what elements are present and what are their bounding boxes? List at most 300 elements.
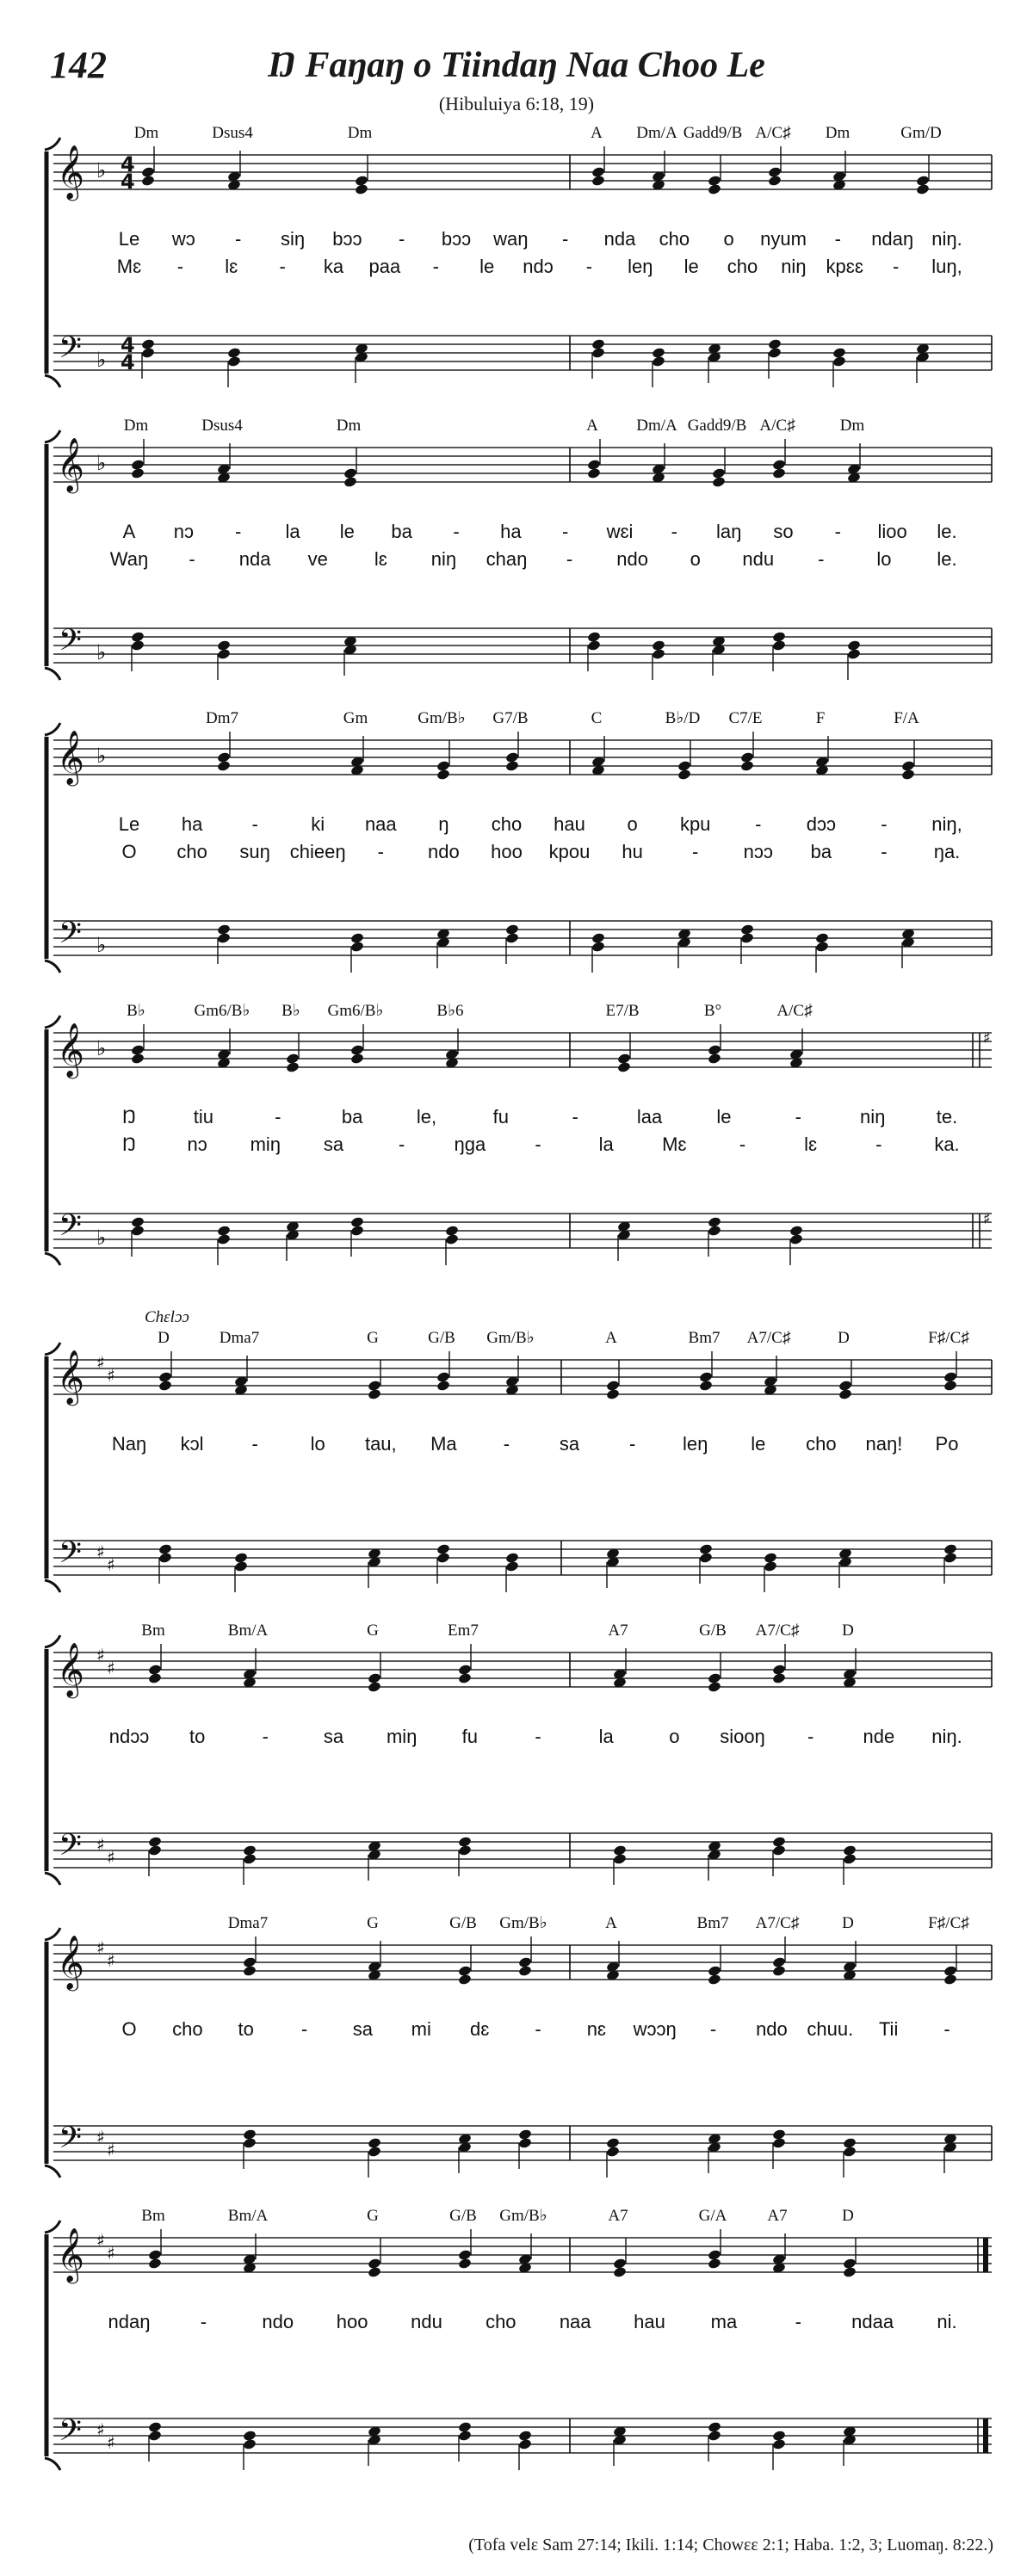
lyric-syllable: ba [341, 1106, 363, 1127]
chord-symbol: B♭ [127, 1002, 145, 1020]
lyric-syllable: - [807, 1726, 814, 1747]
notehead [148, 1844, 163, 1856]
key-change-sharp: ♯ [983, 1210, 991, 1228]
notehead [613, 1853, 628, 1865]
lyric-syllable: - [562, 521, 569, 542]
chord-symbol: F [815, 709, 826, 727]
lyric-syllable: Mɛ [116, 256, 142, 277]
bracket-hook [45, 668, 60, 680]
chord-symbol: Bm [141, 2207, 165, 2225]
lyric-syllable: bɔɔ [332, 228, 362, 250]
lyric-syllable: nɔ [187, 1134, 207, 1155]
lyric-syllable: nɔɔ [743, 841, 773, 862]
lyric-syllable: - [709, 2018, 717, 2040]
system-7 [45, 1914, 992, 2178]
notehead [617, 1061, 632, 1073]
lyric-syllable: ki [311, 813, 325, 835]
chord-symbol: Dm [336, 417, 362, 435]
lyric-syllable: - [176, 256, 184, 277]
notehead [712, 476, 727, 488]
notehead [591, 347, 606, 359]
chord-symbol: Bm/A [227, 1622, 269, 1640]
lyric-syllable: leŋ [628, 256, 653, 277]
chord-symbol: Dm [123, 417, 149, 435]
lyric-syllable: lɛ [374, 548, 387, 570]
chord-symbol: G/A [698, 2207, 727, 2225]
notehead [943, 1974, 958, 1986]
lyric-syllable: le [716, 1106, 732, 1127]
chord-symbol: A/C♯ [755, 124, 791, 142]
chord-symbol: C7/E [728, 709, 763, 727]
lyric-syllable: la [285, 521, 300, 542]
lyric-syllable: - [671, 521, 677, 542]
chord-symbol: Bm7 [696, 1914, 729, 1932]
lyric-syllable: le [479, 256, 495, 277]
lyric-syllable: to [189, 1726, 206, 1747]
chord-symbol: G [367, 1914, 379, 1932]
lyric-syllable: cho [172, 2018, 203, 2040]
lyric-syllable: ndaŋ [871, 228, 914, 250]
notehead [768, 347, 782, 359]
lyric-syllable: ndo [428, 841, 460, 862]
lyric-syllable: hoo [491, 841, 523, 862]
lyric-syllable: ndɔ [523, 256, 554, 277]
key-signature-sharp: ♯ [107, 2140, 115, 2160]
lyric-syllable: ŋga [454, 1134, 486, 1155]
notehead [148, 2258, 163, 2270]
lyric-syllable: fu [461, 1726, 479, 1747]
notehead [458, 2258, 473, 2270]
lyric-syllable: cho [176, 841, 207, 862]
notehead [243, 1965, 257, 1977]
lyric-syllable: siŋ [280, 228, 306, 250]
lyric-syllable: - [881, 813, 888, 835]
key-change-sharp: ♯ [983, 1029, 991, 1047]
lyric-syllable: nda [603, 228, 636, 250]
lyric-syllable: lɛ [225, 256, 238, 277]
notehead [708, 1974, 722, 1986]
lyric-syllable: - [875, 1134, 882, 1155]
chord-symbol: D [158, 1329, 170, 1347]
system-1 [45, 124, 992, 387]
chord-symbol: Dm/A [636, 124, 677, 142]
notehead [350, 1225, 365, 1237]
chord-symbol: Dsus4 [201, 417, 243, 435]
chord-symbol: A [591, 124, 603, 142]
chord-symbol: D [842, 2207, 854, 2225]
key-signature-sharp: ♯ [107, 2243, 115, 2264]
bass-clef: 𝄢 [59, 622, 83, 664]
system-6 [45, 1622, 992, 1885]
key-signature-sharp: ♯ [107, 1950, 115, 1971]
chord-symbol: D [842, 1914, 854, 1932]
lyric-syllable: laŋ [715, 521, 742, 542]
lyric-syllable: Po [935, 1433, 959, 1455]
notehead [243, 2438, 257, 2450]
chord-symbol: A7 [767, 2207, 788, 2225]
notehead [227, 355, 242, 368]
chord-symbol: Bm [141, 1622, 165, 1640]
hymn-subtitle: (Hibuluiya 6:18, 19) [438, 93, 595, 114]
chord-symbol: Gm/B♭ [499, 1914, 547, 1932]
lyric-syllable: o [723, 228, 734, 250]
notehead [677, 769, 692, 781]
notehead [518, 1965, 533, 1977]
lyric-syllable: lo [310, 1433, 325, 1455]
notehead [708, 1053, 722, 1065]
lyric-syllable: hau [554, 813, 585, 835]
chord-symbol: Gm/B♭ [486, 1329, 535, 1347]
lyric-syllable: la [598, 1726, 614, 1747]
lyric-syllable: ndaŋ [108, 2311, 151, 2332]
chord-symbol: Gadd9/B [687, 417, 747, 435]
bracket-hook [45, 2165, 60, 2178]
system-8 [45, 2207, 992, 2470]
lyric-syllable: naa [559, 2311, 591, 2332]
chord-symbol: Gm [343, 709, 368, 727]
system-3 [45, 709, 992, 973]
chord-symbol: G [367, 1622, 379, 1640]
key-signature-flat: ♭ [96, 744, 107, 768]
lyric-syllable: - [535, 1134, 541, 1155]
chord-symbol: Gm/B♭ [499, 2207, 547, 2225]
lyric-syllable: ŋa. [933, 841, 961, 862]
lyric-syllable: naŋ! [865, 1433, 903, 1455]
lyric-syllable: - [200, 2311, 207, 2332]
notehead [131, 1053, 145, 1065]
key-signature-sharp: ♯ [96, 1352, 105, 1373]
lyric-syllable: cho [727, 256, 758, 277]
notehead [243, 2137, 257, 2149]
lyric-syllable: hu [622, 841, 643, 862]
key-signature-sharp: ♯ [107, 1365, 115, 1386]
lyric-syllable: le [684, 256, 699, 277]
lyric-syllable: so [773, 521, 794, 542]
notehead [606, 2146, 621, 2158]
chord-symbol: A7/C♯ [755, 1914, 800, 1932]
lyric-syllable: - [235, 521, 242, 542]
lyric-syllable: fu [492, 1106, 509, 1127]
lyric-syllable: laa [636, 1106, 663, 1127]
lyric-syllable: - [251, 813, 258, 835]
key-signature-flat: ♭ [96, 1036, 107, 1060]
lyric-syllable: kpou [548, 841, 591, 862]
chord-symbol: C [591, 709, 603, 727]
bracket-hook [45, 1253, 60, 1265]
chord-symbol: Bm/A [227, 2207, 269, 2225]
notehead [740, 932, 755, 944]
key-signature-sharp: ♯ [107, 2432, 115, 2453]
chord-symbol: A7/C♯ [755, 1622, 800, 1640]
notehead [234, 1560, 249, 1572]
lyric-syllable: Ma [430, 1433, 457, 1455]
lyric-syllable: nyum [760, 228, 807, 250]
notehead [141, 347, 156, 359]
notehead [943, 1552, 958, 1564]
lyric-syllable: - [795, 2311, 801, 2332]
chord-symbol: Dm [347, 124, 373, 142]
lyric-syllable: - [432, 256, 439, 277]
lyric-syllable: bɔɔ [441, 228, 472, 250]
system-4 [45, 1002, 992, 1265]
notehead [436, 769, 451, 781]
chord-symbol: Dm [133, 124, 159, 142]
bass-clef: 𝄢 [59, 1827, 83, 1869]
chord-symbol: D [842, 1622, 854, 1640]
treble-clef: 𝄞 [57, 730, 84, 784]
chord-symbol: A [605, 1914, 617, 1932]
notehead [148, 1672, 163, 1684]
lyric-syllable: luŋ, [931, 256, 962, 277]
scripture-references: (Tofa velɛ Sam 27:14; Ikili. 1:14; Chowɛɛ 2:1; Haba. 1:2, 3; Luomaŋ. 8:22.) [468, 2536, 993, 2554]
key-signature-flat: ♭ [96, 640, 107, 664]
bracket-hook [45, 1580, 60, 1592]
lyric-syllable: le. [937, 521, 957, 542]
lyric-syllable: waŋ [493, 228, 529, 250]
treble-clef: 𝄞 [57, 1935, 84, 1989]
treble-clef: 𝄞 [57, 1350, 84, 1404]
chord-symbol: Gadd9/B [683, 124, 743, 142]
lyric-syllable: ndɔɔ [108, 1726, 150, 1747]
lyric-syllable: dɛ [469, 2018, 490, 2040]
lyric-syllable: ve [307, 548, 328, 570]
notehead [217, 648, 232, 660]
notehead [217, 760, 232, 772]
notehead [764, 1560, 778, 1572]
lyric-syllable: cho [486, 2311, 516, 2332]
lyric-syllable: - [892, 256, 900, 277]
notehead [652, 648, 666, 660]
bass-clef: 𝄢 [59, 915, 83, 957]
lyric-syllable: mi [411, 2018, 431, 2040]
lyric-syllable: - [943, 2018, 950, 2040]
chord-symbol: Dm/A [636, 417, 677, 435]
lyric-syllable: niŋ. [931, 1726, 962, 1747]
notehead [131, 1225, 145, 1237]
notehead [708, 1225, 722, 1237]
lyric-syllable: - [585, 256, 593, 277]
notehead [343, 476, 358, 488]
lyric-syllable: le. [937, 548, 957, 570]
notehead [699, 1380, 714, 1392]
lyric-syllable: chuu. [807, 2018, 854, 2040]
chord-symbol: Dm [825, 124, 851, 142]
key-signature-sharp: ♯ [96, 1541, 105, 1562]
chord-symbol: Em7 [448, 1622, 479, 1640]
notehead [458, 2430, 473, 2442]
notehead [368, 1681, 382, 1693]
notehead [772, 1965, 787, 1977]
system-5 [45, 1308, 992, 1592]
lyric-syllable: miŋ [250, 1134, 281, 1155]
lyric-syllable: ndo [756, 2018, 788, 2040]
lyric-syllable: - [628, 1433, 636, 1455]
notehead [286, 1061, 300, 1073]
lyric-syllable: dɔɔ [806, 813, 836, 835]
lyric-syllable: - [795, 1106, 801, 1127]
lyric-syllable: - [275, 1106, 281, 1127]
lyric-syllable: chieeŋ [289, 841, 346, 862]
notehead [591, 941, 606, 953]
lyric-syllable: le [751, 1433, 766, 1455]
lyric-syllable: niŋ, [931, 813, 962, 835]
chord-symbol: G [367, 2207, 379, 2225]
chord-symbol: B♭/D [665, 709, 701, 727]
chord-symbol: G7/B [492, 709, 529, 727]
lyric-syllable: - [881, 841, 888, 862]
lyric-syllable: ndu [742, 548, 775, 570]
lyric-syllable: ha [500, 521, 522, 542]
lyric-syllable: Le [118, 228, 140, 250]
chord-symbol: G/B [699, 1622, 727, 1640]
lyric-syllable: o [690, 548, 701, 570]
lyric-syllable: miŋ [386, 1726, 418, 1747]
notehead [148, 2430, 163, 2442]
chord-symbol: Dm7 [206, 709, 238, 727]
chord-symbol: D [838, 1329, 850, 1347]
lyric-syllable: - [572, 1106, 578, 1127]
key-signature-sharp: ♯ [96, 1937, 105, 1958]
chord-symbol: Gm6/B♭ [194, 1002, 251, 1020]
bracket-hook [45, 2458, 60, 2470]
lyric-syllable: - [535, 2018, 541, 2040]
notehead [708, 2258, 722, 2270]
key-signature-flat: ♭ [96, 158, 107, 182]
bracket-hook [45, 961, 60, 973]
chord-symbol: Bm7 [688, 1329, 721, 1347]
chord-symbol: E7/B [605, 1002, 640, 1020]
chord-symbol: Dma7 [227, 1914, 269, 1932]
notehead [141, 175, 156, 187]
notehead [350, 941, 365, 953]
lyric-syllable: hau [634, 2311, 665, 2332]
lyric-syllable: Tii [878, 2018, 899, 2040]
key-signature-flat: ♭ [96, 933, 107, 957]
lyric-syllable: - [755, 813, 762, 835]
lyric-syllable: Ŋ [122, 1134, 136, 1155]
chord-symbol: B♭6 [436, 1002, 464, 1020]
lyric-syllable: siooŋ [720, 1726, 765, 1747]
lyric-syllable: le, [416, 1106, 437, 1127]
treble-time-signature-bottom: 4 [121, 170, 135, 194]
treble-clef: 𝄞 [57, 145, 84, 199]
notehead [587, 467, 602, 479]
lyric-syllable: nɛ [586, 2018, 607, 2040]
chord-symbol: A [605, 1329, 617, 1347]
lyric-syllable: la [598, 1134, 614, 1155]
chord-symbol: Gm/B♭ [418, 709, 466, 727]
notehead [843, 2146, 857, 2158]
lyric-syllable: - [566, 548, 573, 570]
key-signature-flat: ♭ [96, 451, 107, 475]
treble-clef: 𝄞 [57, 437, 84, 491]
lyric-syllable: tiu [193, 1106, 213, 1127]
chord-symbol: A7/C♯ [746, 1329, 791, 1347]
notehead [458, 1844, 473, 1856]
notehead [587, 639, 602, 652]
lyric-syllable: niŋ [430, 548, 457, 570]
hymn-title: Ŋ Faŋaŋ o Tiindaŋ Naa Choo Le [268, 46, 765, 85]
lyric-syllable: ka [323, 256, 344, 277]
lyric-syllable: ŋ [438, 813, 449, 835]
lyric-syllable: nde [863, 1726, 895, 1747]
notehead [131, 467, 145, 479]
notehead [436, 1552, 451, 1564]
notehead [768, 175, 782, 187]
treble-clef: 𝄞 [57, 1022, 84, 1077]
notehead [652, 355, 666, 368]
lyric-syllable: ma [710, 2311, 738, 2332]
key-signature-sharp: ♯ [107, 1554, 115, 1575]
lyric-syllable: suŋ [239, 841, 270, 862]
chord-symbol: A [586, 417, 598, 435]
notehead [217, 1233, 232, 1245]
lyric-syllable: Mɛ [662, 1134, 687, 1155]
bass-time-signature-top: 4 [121, 333, 135, 357]
notehead [699, 1552, 714, 1564]
lyric-syllable: ka. [934, 1134, 960, 1155]
lyric-syllable: Le [118, 813, 140, 835]
notehead [847, 648, 862, 660]
notehead [843, 2266, 857, 2278]
lyric-syllable: ndo [262, 2311, 294, 2332]
lyric-syllable: tau, [364, 1433, 397, 1455]
lyric-syllable: kpu [679, 813, 711, 835]
notehead [436, 1380, 451, 1392]
lyric-syllable: - [251, 1433, 258, 1455]
notehead [505, 1560, 520, 1572]
chord-symbol: G/B [449, 1914, 477, 1932]
notehead [901, 769, 916, 781]
lyric-syllable: - [834, 521, 841, 542]
lyric-syllable: cho [659, 228, 690, 250]
treble-clef: 𝄞 [57, 2227, 84, 2282]
lyric-syllable: wɛi [606, 521, 634, 542]
lyric-syllable: cho [806, 1433, 837, 1455]
notehead [815, 941, 830, 953]
lyric-syllable: ni. [937, 2311, 957, 2332]
lyric-syllable: - [399, 1134, 405, 1155]
lyric-syllable: - [739, 1134, 746, 1155]
treble-clef: 𝄞 [57, 1642, 84, 1696]
bass-clef: 𝄢 [59, 1535, 83, 1577]
chord-symbol: B° [703, 1002, 722, 1020]
notehead [772, 2137, 787, 2149]
lyric-syllable: kɔl [180, 1433, 204, 1455]
chord-symbol: A7 [608, 2207, 628, 2225]
key-signature-sharp: ♯ [107, 1847, 115, 1868]
notehead [606, 1388, 621, 1400]
lyric-syllable: chaŋ [486, 548, 528, 570]
lyric-syllable: O [121, 841, 137, 862]
lyric-syllable: - [300, 2018, 308, 2040]
notehead [613, 2266, 628, 2278]
notehead [505, 932, 520, 944]
notehead [458, 1974, 473, 1986]
lyric-syllable: cho [491, 813, 523, 835]
lyric-syllable: le [339, 521, 355, 542]
notehead [355, 183, 369, 195]
notehead [458, 1672, 473, 1684]
lyric-syllable: - [692, 841, 699, 862]
lyric-syllable: O [121, 2018, 137, 2040]
bass-clef: 𝄢 [59, 2412, 83, 2455]
lyric-syllable: Waŋ [109, 548, 149, 570]
lyric-syllable: niŋ [781, 256, 807, 277]
key-signature-sharp: ♯ [107, 1658, 115, 1678]
lyric-syllable: ndaa [851, 2311, 894, 2332]
notehead [838, 1388, 853, 1400]
